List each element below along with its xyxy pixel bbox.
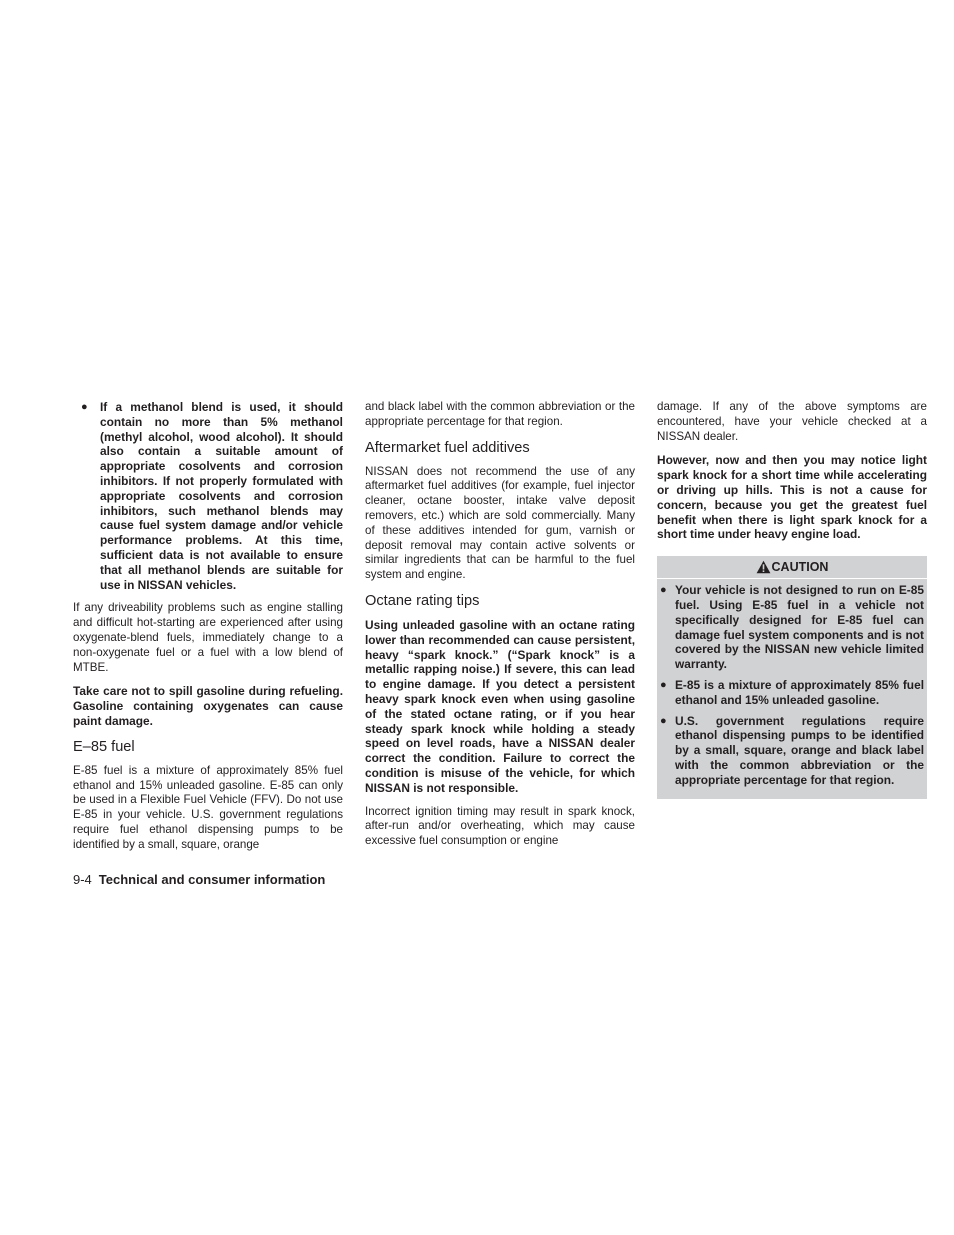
- ignition-timing-paragraph: Incorrect ignition timing may result in spark knock, after-run and/or overheating, which may cause excessive fuel consumption or engine: [365, 804, 635, 848]
- light-knock-paragraph: However, now and then you may notice light spark knock for a short time while accelerating or driving up hills. This is not a cause for concern, because you get the greatest fuel benefit when there is light spark knock for a short time under heavy engine load.: [657, 453, 927, 542]
- warning-triangle-icon: [756, 560, 771, 574]
- bullet-dot-icon: ●: [660, 584, 667, 597]
- driveability-paragraph: If any driveability problems such as engine stalling and difficult hot-starting are experienced after using oxygenate-blend fuels, immediately change to a non-oxygenate fuel or a fuel with a low blend of MTBE.: [73, 601, 343, 674]
- page-footer: [73, 872, 325, 888]
- caution-item: [660, 678, 924, 708]
- caution-item-text: U.S. government regulations require ethanol dispensing pumps to be identified by a small, square, orange and black label with the common abbreviation or the appropriate percentage for that region.: [675, 713, 924, 787]
- caution-item-text: Your vehicle is not designed to run on E-85 fuel. Using E-85 fuel in a vehicle not specifically designed for E-85 fuel can damage fuel system components and is not covered by the NISSAN new vehicle limited warranty.: [675, 583, 924, 672]
- caution-box: [657, 556, 927, 798]
- bullet-dot-icon: ●: [81, 401, 88, 413]
- e85-heading: E–85 fuel: [73, 738, 135, 755]
- octane-warning-paragraph: Using unleaded gasoline with an octane rating lower than recommended can cause persistent, heavy “spark knock.” (“Spark knock” is a metallic rapping noise.) If severe, this can lead to engine damage. If you detect a persistent heavy spark knock even when using gasoline of the stated octane rating, or if you hear steady spark knock while holding a steady speed on level roads, have a NISSAN dealer correct the condition. Failure to correct the condition is misuse of the vehicle, for which NISSAN is not responsible.: [365, 617, 635, 795]
- methanol-bullet-text: If a methanol blend is used, it should contain no more than 5% methanol (methyl alcohol, wood alcohol). It should also contain a suitable amount of appropriate cosolvents and corrosion inhibitors. If not properly formulated with appropriate cosolvents and corrosion inhibitors, such methanol blends may cause fuel system damage and/or vehicle performance problems. At this time, sufficient data is not available to ensure that all methanol blends are suitable for use in NISSAN vehicles.: [100, 400, 343, 592]
- column-2: [365, 400, 635, 858]
- additives-paragraph: NISSAN does not recommend the use of any aftermarket fuel additives (for example, fuel injector cleaner, octane booster, intake valve deposit removers, etc.) which are sold commercially. Many of these additives intended for gum, varnish or deposit removal may contain active solvents or similar ingredients that can be harmful to the fuel system and engine.: [365, 464, 635, 582]
- caution-item: [660, 714, 924, 788]
- section-title: Technical and consumer information: [98, 872, 326, 887]
- caution-header: [657, 556, 927, 579]
- column-1: [73, 400, 343, 862]
- caution-item-text: E-85 is a mixture of approximately 85% fuel ethanol and 15% unleaded gasoline.: [675, 677, 924, 707]
- caution-item: [660, 583, 924, 672]
- methanol-bullet: [73, 400, 343, 592]
- aftermarket-additives-heading: Aftermarket fuel additives: [365, 439, 530, 456]
- bullet-dot-icon: ●: [660, 678, 667, 691]
- caution-title: CAUTION: [771, 560, 829, 575]
- symptoms-paragraph: damage. If any of the above symptoms are encountered, have your vehicle checked at a NISSAN dealer.: [657, 400, 927, 443]
- octane-tips-heading: Octane rating tips: [365, 592, 480, 609]
- column-3: [657, 400, 927, 799]
- e85-paragraph: E-85 fuel is a mixture of approximately 85% fuel ethanol and 15% unleaded gasoline. E-85 can only be used in a Flexible Fuel Vehicle (FFV). Do not use E-85 in your vehicle. U.S. government regulations require fuel ethanol dispensing pumps to be identified by a small, square, orange: [73, 763, 343, 851]
- page-number: 9-4: [73, 872, 92, 887]
- label-continuation-paragraph: and black label with the common abbreviation or the appropriate percentage for that region.: [365, 400, 635, 428]
- bullet-dot-icon: ●: [660, 714, 667, 727]
- spill-warning-paragraph: Take care not to spill gasoline during refueling. Gasoline containing oxygenates can cause paint damage.: [73, 684, 343, 728]
